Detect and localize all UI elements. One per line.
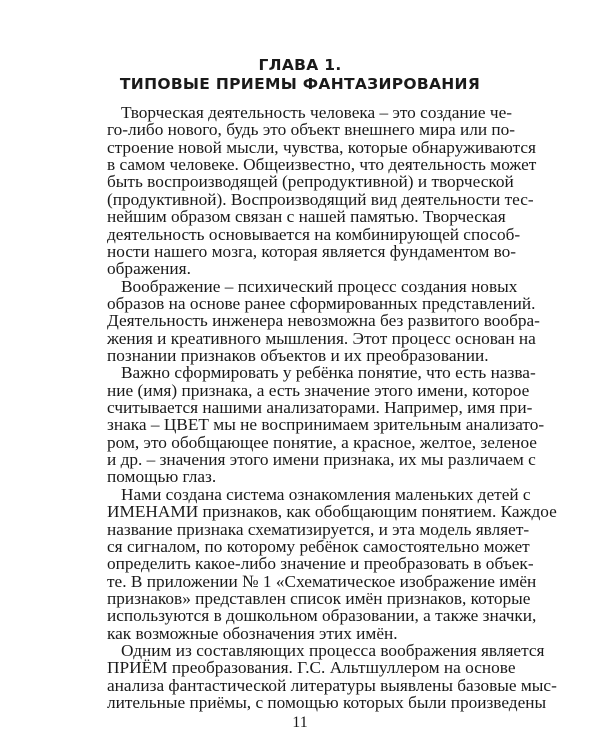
- text-line: (продуктивной). Воспроизводящий вид деятельности тес-: [107, 189, 534, 209]
- text-line: определить какое-либо значение и преобразовать в объек-: [107, 554, 534, 574]
- chapter-title: ТИПОВЫЕ ПРИЕМЫ ФАНТАЗИРОВАНИЯ: [119, 75, 481, 93]
- text-line: те. В приложении № 1 «Схематическое изображение имён: [107, 571, 537, 591]
- text-line: ображения.: [107, 259, 191, 279]
- text-line: Нами создана система ознакомления маленьких детей с: [121, 484, 531, 504]
- text-line: Воображение – психический процесс создания новых: [121, 276, 518, 296]
- text-line: быть воспроизводящей (репродуктивной) и творческой: [107, 172, 514, 192]
- text-line: ПРИЁМ преобразования. Г.С. Альтшуллером на основе: [107, 658, 516, 678]
- text-line: как возможные обозначения этих имён.: [107, 623, 398, 643]
- text-line: Важно сформировать у ребёнка понятие, что есть назва-: [121, 363, 536, 383]
- text-line: используются в дошкольном образовании, а также значки,: [107, 606, 537, 626]
- text-line: знака – ЦВЕТ мы не воспринимаем зрительным анализато-: [107, 415, 545, 435]
- text-line: ние (имя) признака, а есть значение этого имени, которое: [107, 380, 530, 400]
- text-line: познании признаков объектов и их преобразовании.: [107, 345, 489, 365]
- chapter-number: ГЛАВА 1.: [258, 56, 342, 74]
- text-line: Деятельность инженера невозможна без развитого вообра-: [107, 311, 540, 331]
- text-line: го-либо нового, будь это объект внешнего мира или по-: [107, 120, 516, 140]
- text-line: деятельность основывается на комбинирующей способ-: [107, 224, 521, 244]
- text-line: образов на основе ранее сформированных представлений.: [107, 293, 536, 313]
- text-line: считывается нашими анализаторами. Например, имя при-: [107, 398, 533, 417]
- text-line: жения и креативного мышления. Этот процесс основан на: [107, 328, 536, 348]
- text-line: анализа фантастической литературы выявлены базовые мыс-: [107, 675, 557, 695]
- text-line: признаков» представлен список имён признаков, которые: [107, 588, 531, 608]
- text-line: и др. – значения этого имени признака, их мы различаем с: [107, 450, 536, 470]
- text-line: ся сигналом, по которому ребёнок самостоятельно может: [107, 536, 530, 556]
- text-line: Творческая деятельность человека – это создание че-: [121, 103, 513, 122]
- text-line: строение новой мысли, чувства, которые обнаруживаются: [107, 137, 536, 157]
- text-line: Одним из составляющих процесса воображения является: [121, 640, 545, 660]
- text-line: лительные приёмы, с помощью которых были произведены: [107, 693, 547, 712]
- text-line: в самом человеке. Общеизвестно, что деятельность может: [107, 155, 537, 175]
- text-line: название признака схематизируется, и эта модель являет-: [107, 519, 530, 539]
- page-number: 11: [292, 714, 308, 731]
- text-line: ром, это обобщающее понятие, а красное, желтое, зеленое: [107, 432, 537, 452]
- text-line: помощью глаз.: [107, 467, 217, 487]
- text-line: ности нашего мозга, которая является фундаментом во-: [107, 241, 517, 261]
- text-line: нейшим образом связан с нашей памятью. Творческая: [107, 207, 506, 227]
- text-line: ИМЕНАМИ признаков, как обобщающим понятием. Каждое: [107, 502, 557, 522]
